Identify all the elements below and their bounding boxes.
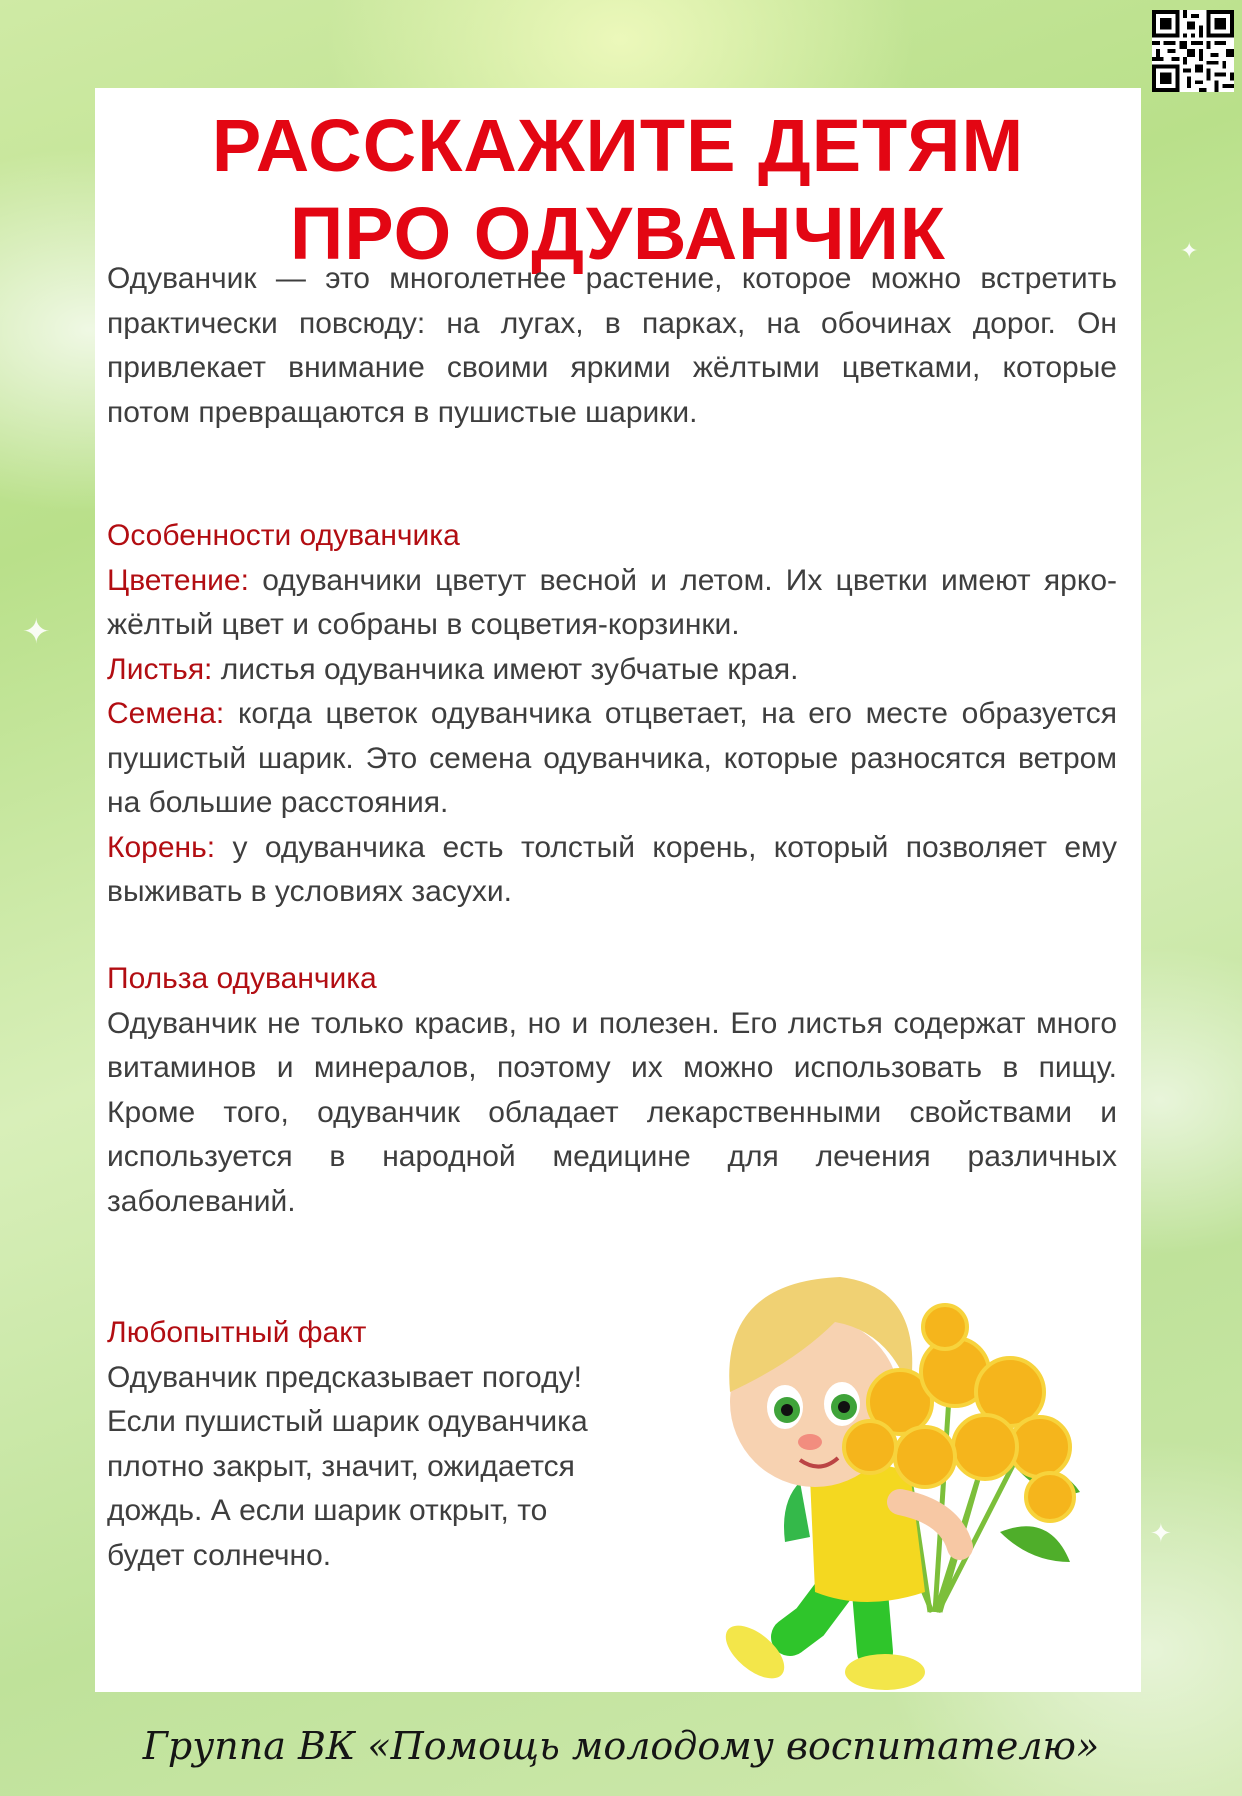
feature-label: Листья: [107,652,213,686]
benefit-section [107,957,1117,1224]
fact-line: будет солнечно. [107,1538,332,1572]
benefit-heading: Польза одуванчика [107,962,377,995]
feature-item-root [107,826,1117,915]
feature-item-flowering [107,559,1117,648]
title-line-1: РАССКАЖИТЕ ДЕТЯМ [211,104,1025,187]
fact-line: плотно закрыт, значит, ожидается [107,1449,575,1483]
intro-paragraph: Одуванчик — это многолетнее растение, которое можно встретить практически повсюду: на лугах, в парках, на обочинах дорог. Он привлекает внимание своими яркими жёлтыми цветками, которые потом превращаются в пушистые шарики. [107,262,1117,429]
fact-line: дождь. А если шарик открыт, то [107,1494,548,1527]
title-line-2: ПРО ОДУВАНЧИК [290,192,946,275]
feature-text: одуванчики цветут весной и летом. Их цветки имеют ярко-жёлтый цвет и собраны в соцветия-корзинки. [107,563,1117,641]
feature-item-seeds [107,692,1117,826]
page-title [95,102,1141,278]
footer-caption: Группа ВК «Помощь молодому воспитателю» [142,1724,1100,1768]
sparkle-icon: ✦ [1150,1518,1172,1548]
feature-item-leaves [107,648,1117,693]
features-heading: Особенности одуванчика [107,519,460,552]
benefit-text: Одуванчик не только красив, но и полезен. Его листья содержат много витаминов и минералов, поэтому их можно использовать в пищу. Кроме того, одуванчик обладает лекарственными свойствами и используется в народной медицине для лечения различных заболеваний. [107,1006,1117,1218]
fact-section [107,1311,667,1578]
feature-text: у одуванчика есть толстый корень, который позволяет ему выживать в условиях засухи. [107,830,1117,908]
feature-text: когда цветок одуванчика отцветает, на его месте образуется пушистый шарик. Это семена одуванчика, которые разносятся ветром на большие расстояния. [107,697,1117,819]
qr-code-icon[interactable] [1152,10,1234,92]
boy-with-dandelions-illustration [700,1232,1120,1702]
features-section [107,514,1117,915]
feature-label: Семена: [107,697,225,730]
fact-line: Одуванчик предсказывает погоду! [107,1360,582,1394]
feature-label: Корень: [107,830,216,864]
sparkle-icon: ✦ [22,613,51,651]
feature-text: листья одуванчика имеют зубчатые края. [212,652,799,686]
fact-heading: Любопытный факт [107,1316,367,1349]
fact-line: Если пушистый шарик одуванчика [107,1405,588,1438]
feature-label: Цветение: [107,563,249,597]
sparkle-icon: ✦ [1180,238,1199,263]
